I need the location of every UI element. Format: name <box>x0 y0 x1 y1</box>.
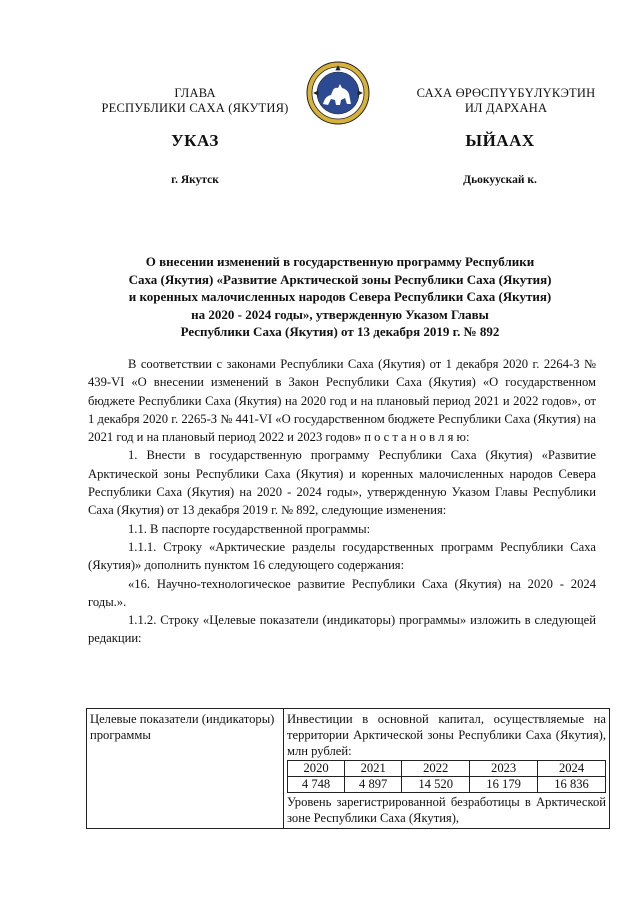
header-left <box>80 86 310 116</box>
city-left: г. Якутск <box>171 174 219 186</box>
coat-of-arms-icon <box>305 60 371 126</box>
title-line: и коренных малочисленных народов Севера Республики Саха (Якутия) <box>128 289 552 304</box>
title-line: Саха (Якутия) «Развитие Арктической зоны Республики Саха (Якутия) <box>128 271 552 287</box>
preamble-resolve: п о с т а н о в л я ю: <box>364 430 470 445</box>
value-cell: 16 179 <box>470 777 538 793</box>
document-title <box>80 253 600 341</box>
paragraph-preamble <box>88 355 596 446</box>
table-row <box>87 709 610 829</box>
doc-type-left: УКАЗ <box>171 131 219 150</box>
header-left-line2: РЕСПУБЛИКИ САХА (ЯКУТИЯ) <box>101 101 289 115</box>
investment-table <box>287 760 606 793</box>
investment-label: Инвестиции в основной капитал, осуществляемые на территории Арктической зоны Республики Саха (Якутия), млн рублей: <box>287 712 606 758</box>
indicators-label-cell: Целевые показатели (индикаторы) программы <box>87 709 284 829</box>
paragraph-item-1-1: 1.1. В паспорте государственной программы: <box>128 521 371 536</box>
paragraph-item-1-1-1: 1.1.1. Строку «Арктические разделы государственных программ Республики Саха (Якутия)» дополнить пунктом 16 следующего содержания: <box>88 539 596 573</box>
title-line: О внесении изменений в государственную программу Республики <box>145 254 535 269</box>
value-cell: 4 748 <box>288 777 345 793</box>
indicators-value-cell <box>284 709 610 829</box>
doc-type-right: ЫЙААХ <box>465 131 535 150</box>
year-cell: 2021 <box>345 761 402 777</box>
document-body <box>88 355 596 648</box>
paragraph-item-1-1-2: 1.1.2. Строку «Целевые показатели (индикаторы) программы» изложить в следующей редакции: <box>88 613 596 646</box>
paragraph-item-1: 1. Внести в государственную программу Республики Саха (Якутия) «Развитие Арктической зоны Республики Саха (Якутия) и коренных малочисленных народов Севера Республики Саха (Якутия) на 2020 - 2024 годы», утвержденную Указом Главы Республики Саха (Якутия) от 13 декабря 2019 г. № 892, следующие изменения: <box>88 448 596 518</box>
table-row <box>288 777 606 793</box>
table-row <box>288 761 606 777</box>
header-left-line1: ГЛАВА <box>174 86 216 100</box>
header-right-line1: САХА ӨРӨСПҮҮБҮЛҮКЭТИН <box>416 86 596 100</box>
value-cell: 16 836 <box>538 777 606 793</box>
preamble-text: В соответствии с законами Республики Саха (Якутия) от 1 декабря 2020 г. 2264-З № 439-VI «О внесении изменений в Закон Республики Саха (Якутия) «О государственном бюджете Республики Саха (Якутия) на 2020 год и на плановый период 2021 и 2022 годов», от 1 декабря 2020 г. 2265-З № 441-VI «О государственном бюджете Республики Саха (Якутия) на 2021 год и на плановый период 2022 и 2023 годов» <box>88 357 596 445</box>
header-right-line2: ИЛ ДАРХАНА <box>464 101 548 115</box>
paragraph-item-16: «16. Научно-технологическое развитие Республики Саха (Якутия) на 2020 - 2024 годы.». <box>88 576 596 609</box>
value-cell: 4 897 <box>345 777 402 793</box>
value-cell: 14 520 <box>402 777 470 793</box>
title-line: Республики Саха (Якутия) от 13 декабря 2019 г. № 892 <box>180 324 500 339</box>
header-right <box>386 86 626 116</box>
unemployment-label: Уровень зарегистрированной безработицы в Арктической зоне Республики Саха (Якутия), <box>287 795 606 825</box>
city-right: Дьокуускай к. <box>463 174 537 186</box>
indicators-table <box>86 708 610 829</box>
year-cell: 2023 <box>470 761 538 777</box>
year-cell: 2024 <box>538 761 606 777</box>
year-cell: 2020 <box>288 761 345 777</box>
year-cell: 2022 <box>402 761 470 777</box>
title-line: на 2020 - 2024 годы», утвержденную Указом Главы <box>191 306 489 322</box>
